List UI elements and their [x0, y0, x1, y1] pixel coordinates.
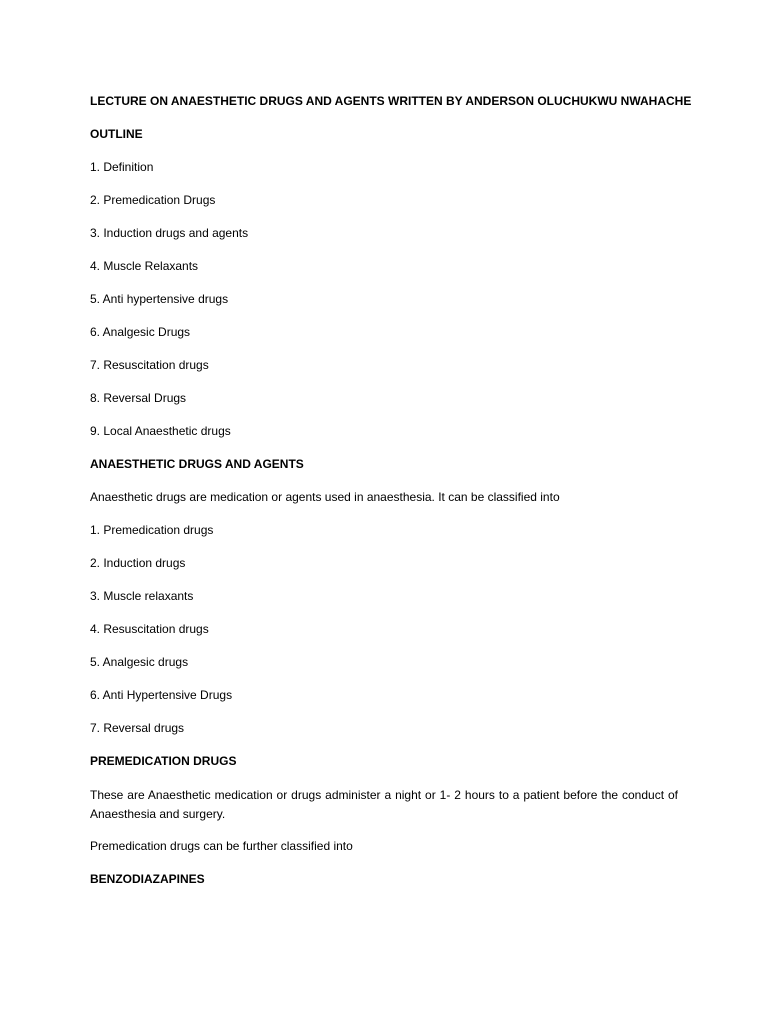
outline-item: 9. Local Anaesthetic drugs	[90, 424, 231, 438]
section-heading-benzodiazapines: BENZODIAZAPINES	[90, 872, 205, 886]
document-body	[90, 93, 692, 904]
classification-list	[90, 522, 678, 736]
outline-item: 1. Definition	[90, 160, 154, 174]
outline-item: 6. Analgesic Drugs	[90, 325, 191, 339]
classification-item: 2. Induction drugs	[90, 556, 186, 570]
document-title: LECTURE ON ANAESTHETIC DRUGS AND AGENTS WRITTEN BY ANDERSON OLUCHUKWU NWAHACHE	[90, 94, 692, 108]
classification-item: 6. Anti Hypertensive Drugs	[90, 688, 233, 702]
outline-list	[90, 159, 678, 439]
outline-item: 2. Premedication Drugs	[90, 193, 216, 207]
classification-item: 7. Reversal drugs	[90, 721, 185, 735]
section-heading-anaesthetic-drugs: ANAESTHETIC DRUGS AND AGENTS	[90, 457, 304, 471]
classification-item: 1. Premedication drugs	[90, 523, 214, 537]
classification-item: 3. Muscle relaxants	[90, 589, 194, 603]
premedication-paragraph: These are Anaesthetic medication or drugs administer a night or 1- 2 hours to a patient before the conduct of Anaesthesia and surgery.	[90, 788, 678, 821]
outline-item: 7. Resuscitation drugs	[90, 358, 209, 372]
outline-item: 5. Anti hypertensive drugs	[90, 292, 229, 306]
outline-item: 4. Muscle Relaxants	[90, 259, 199, 273]
section-intro: Anaesthetic drugs are medication or agents used in anaesthesia. It can be classified into	[90, 490, 560, 504]
classification-item: 4. Resuscitation drugs	[90, 622, 209, 636]
outline-item: 3. Induction drugs and agents	[90, 226, 249, 240]
classification-item: 5. Analgesic drugs	[90, 655, 189, 669]
section-heading-premedication: PREMEDICATION DRUGS	[90, 754, 237, 768]
outline-heading: OUTLINE	[90, 127, 143, 141]
premedication-sentence: Premedication drugs can be further classified into	[90, 839, 353, 853]
outline-item: 8. Reversal Drugs	[90, 391, 187, 405]
